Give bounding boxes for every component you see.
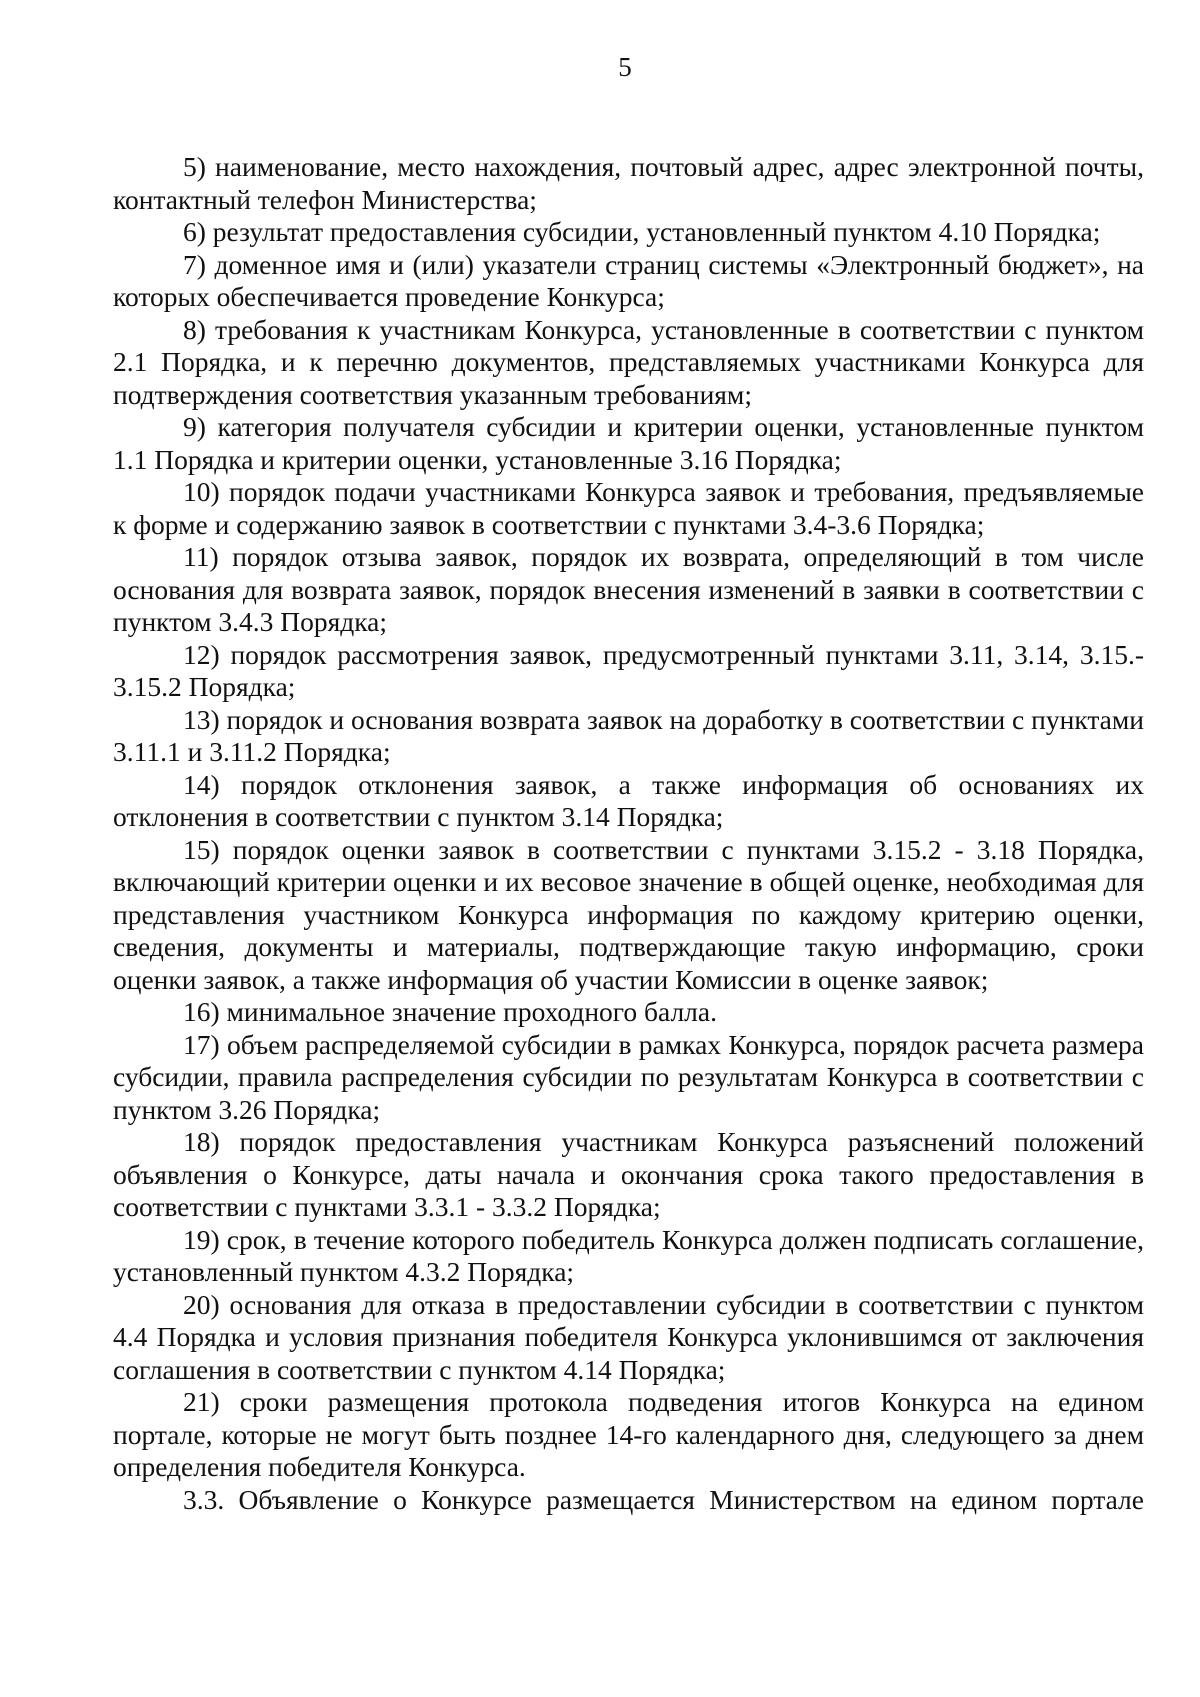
paragraph-item-14: 14) порядок отклонения заявок, а также информация об основаниях их отклонения в соответствии с пунктом 3.14 Порядка; [113, 768, 1144, 832]
paragraph-item-6: 6) результат предоставления субсидии, установленный пунктом 4.10 Порядка; [183, 216, 1101, 247]
paragraph-item-5: 5) наименование, место нахождения, почтовый адрес, адрес электронной почты, контактный телефон Министерства; [113, 151, 1144, 215]
paragraph-section-3-3: 3.3. Объявление о Конкурсе размещается Министерством на едином портале [183, 1483, 1144, 1515]
paragraph-item-15: 15) порядок оценки заявок в соответствии с пунктами 3.15.2 - 3.18 Порядка, включающий критерии оценки и их весовое значение в общей оценке, необходимая для представления участником Конкурса информация по каждому критерию оценки, сведения, документы и материалы, подтверждающие такую информацию, сроки оценки заявок, а также информация об участии Комиссии в оценке заявок; [113, 833, 1144, 995]
paragraph-item-16: 16) минимальное значение проходного балла. [183, 996, 717, 1027]
paragraph-item-9: 9) категория получателя субсидии и критерии оценки, установленные пунктом 1.1 Порядка и критерии оценки, установленные 3.16 Порядка; [113, 411, 1144, 475]
paragraph-item-21: 21) сроки размещения протокола подведения итогов Конкурса на едином портале, которые не могут быть позднее 14-го календарного дня, следующего за днем определения победителя Конкурса. [113, 1386, 1144, 1482]
paragraph-item-19: 19) срок, в течение которого победитель Конкурса должен подписать соглашение, установленный пунктом 4.3.2 Порядка; [113, 1223, 1144, 1287]
paragraph-item-18: 18) порядок предоставления участникам Конкурса разъяснений положений объявления о Конкурсе, даты начала и окончания срока такого предоставления в соответствии с пунктами 3.3.1 - 3.3.2 Порядка; [113, 1126, 1144, 1222]
page-number: 5 [618, 52, 632, 82]
paragraph-item-12: 12) порядок рассмотрения заявок, предусмотренный пунктами 3.11, 3.14, 3.15.- 3.15.2 Порядка; [113, 638, 1144, 702]
paragraph-item-20: 20) основания для отказа в предоставлении субсидии в соответствии с пунктом 4.4 Порядка и условия признания победителя Конкурса уклонившимся от заключения соглашения в соответствии с пунктом 4.14 Порядка; [113, 1288, 1144, 1385]
paragraph-item-10: 10) порядок подачи участниками Конкурса заявок и требования, предъявляемые к форме и содержанию заявок в соответствии с пунктами 3.4-3.6 Порядка; [113, 476, 1144, 540]
paragraph-item-13: 13) порядок и основания возврата заявок на доработку в соответствии с пунктами 3.11.1 и 3.11.2 Порядка; [113, 703, 1144, 767]
document-body [113, 151, 1144, 1516]
paragraph-item-17: 17) объем распределяемой субсидии в рамках Конкурса, порядок расчета размера субсидии, правила распределения субсидии по результатам Конкурса в соответствии с пунктом 3.26 Порядка; [113, 1028, 1144, 1125]
paragraph-item-7: 7) доменное имя и (или) указатели страниц системы «Электронный бюджет», на которых обеспечивается проведение Конкурса; [113, 248, 1144, 312]
paragraph-item-8: 8) требования к участникам Конкурса, установленные в соответствии с пунктом 2.1 Порядка, и к перечню документов, представляемых участниками Конкурса для подтверждения соответствия указанным требованиям; [113, 313, 1144, 410]
paragraph-item-11: 11) порядок отзыва заявок, порядок их возврата, определяющий в том числе основания для возврата заявок, порядок внесения изменений в заявки в соответствии с пунктом 3.4.3 Порядка; [113, 541, 1144, 637]
